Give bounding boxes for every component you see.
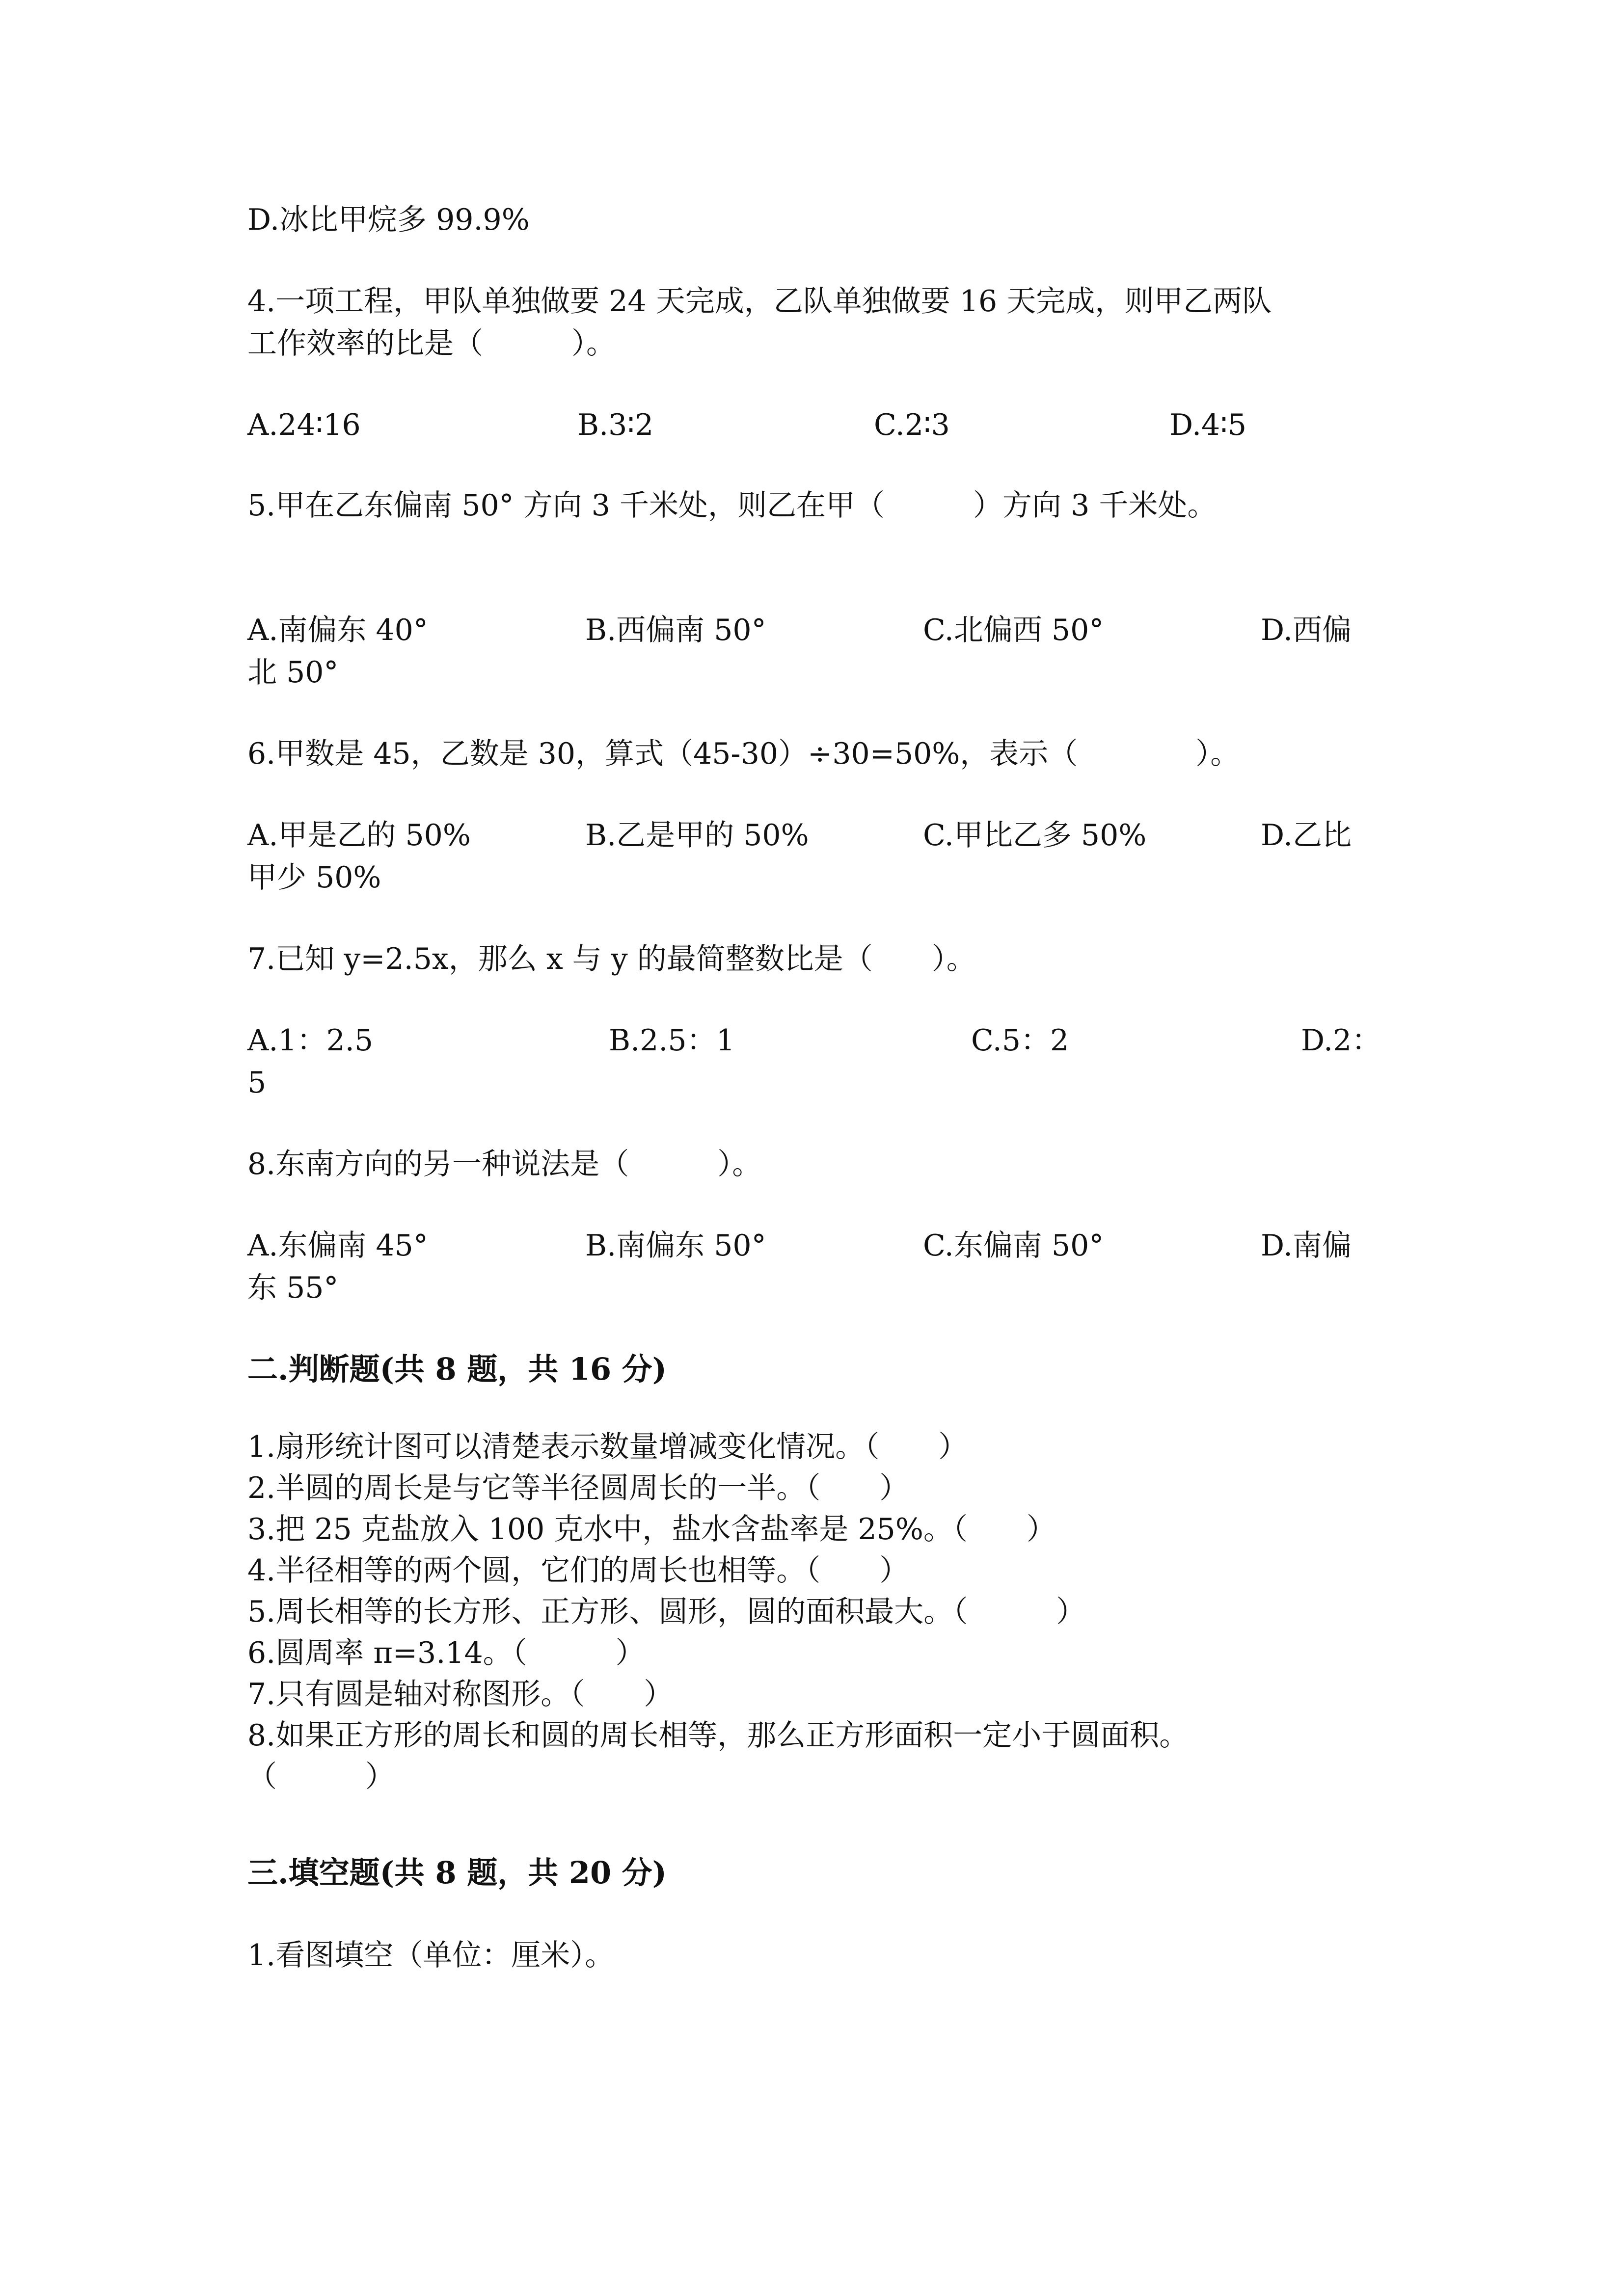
- list-item: 3.把 25 克盐放入 100 克水中，盐水含盐率是 25%。（ ）: [247, 1512, 1056, 1547]
- section-heading: 二.判断题(共 8 题，共 16 分): [247, 1351, 667, 1387]
- question-stem: 工作效率的比是（ ）。: [247, 326, 616, 361]
- option-a: A.东偏南 45°: [247, 1228, 428, 1263]
- list-item: 8.如果正方形的周长和圆的周长相等，那么正方形面积一定小于圆面积。: [247, 1718, 1189, 1753]
- option-b: B.3∶2: [577, 408, 654, 442]
- section-heading: 三.填空题(共 8 题，共 20 分): [247, 1855, 667, 1891]
- option-b: B.乙是甲的 50%: [585, 818, 809, 853]
- option-b: B.西偏南 50°: [585, 613, 766, 647]
- question-stem: 1.看图填空（单位：厘米）。: [247, 1938, 615, 1973]
- option-c: C.5：2: [971, 1023, 1069, 1058]
- option-d-wrap: 北 50°: [247, 655, 339, 690]
- question-stem: 4.一项工程，甲队单独做要 24 天完成，乙队单独做要 16 天完成，则甲乙两队: [247, 284, 1272, 319]
- option-a: A.24∶16: [247, 408, 361, 442]
- list-item: 7.只有圆是轴对称图形。（ ）: [247, 1677, 674, 1711]
- list-item: 6.圆周率 π=3.14。（ ）: [247, 1636, 645, 1670]
- option-c: C.2∶3: [874, 408, 950, 442]
- option-c: C.北偏西 50°: [923, 613, 1104, 647]
- option-d: D.4∶5: [1169, 408, 1247, 442]
- option-b: B.南偏东 50°: [585, 1228, 766, 1263]
- option-d-wrap: 东 55°: [247, 1271, 339, 1305]
- option-d: D.乙比: [1261, 818, 1352, 853]
- option-a: A.南偏东 40°: [247, 613, 428, 647]
- list-item: 1.扇形统计图可以清楚表示数量增减变化情况。（ ）: [247, 1430, 968, 1464]
- list-item: 4.半径相等的两个圆，它们的周长也相等。（ ）: [247, 1553, 909, 1588]
- option-d: D.2：: [1301, 1023, 1381, 1058]
- question-stem: 8.东南方向的另一种说法是（ ）。: [247, 1147, 762, 1181]
- question-stem: 6.甲数是 45，乙数是 30，算式（45-30）÷30=50%，表示（ ）。: [247, 737, 1240, 771]
- option-c: C.东偏南 50°: [923, 1228, 1104, 1263]
- list-item: 2.半圆的周长是与它等半径圆周长的一半。（ ）: [247, 1471, 909, 1505]
- option-a: A.1：2.5: [247, 1023, 373, 1058]
- question-stem: 5.甲在乙东偏南 50° 方向 3 千米处，则乙在甲（ ）方向 3 千米处。: [247, 488, 1217, 523]
- option-c: C.甲比乙多 50%: [923, 818, 1147, 853]
- list-item: （ ）: [247, 1760, 395, 1794]
- option-a: A.甲是乙的 50%: [247, 818, 471, 853]
- option-d-wrap: 甲少 50%: [247, 860, 381, 895]
- option-d: D.南偏: [1261, 1228, 1352, 1263]
- option-d: D.西偏: [1261, 613, 1352, 647]
- option-d-wrap: 5: [247, 1066, 267, 1100]
- list-item: 5.周长相等的长方形、正方形、圆形，圆的面积最大。（ ）: [247, 1595, 1086, 1629]
- option-b: B.2.5：1: [609, 1023, 735, 1058]
- question-stem: 7.已知 y=2.5x，那么 x 与 y 的最简整数比是（ ）。: [247, 942, 976, 976]
- q3-option-d: D.冰比甲烷多 99.9%: [247, 203, 530, 237]
